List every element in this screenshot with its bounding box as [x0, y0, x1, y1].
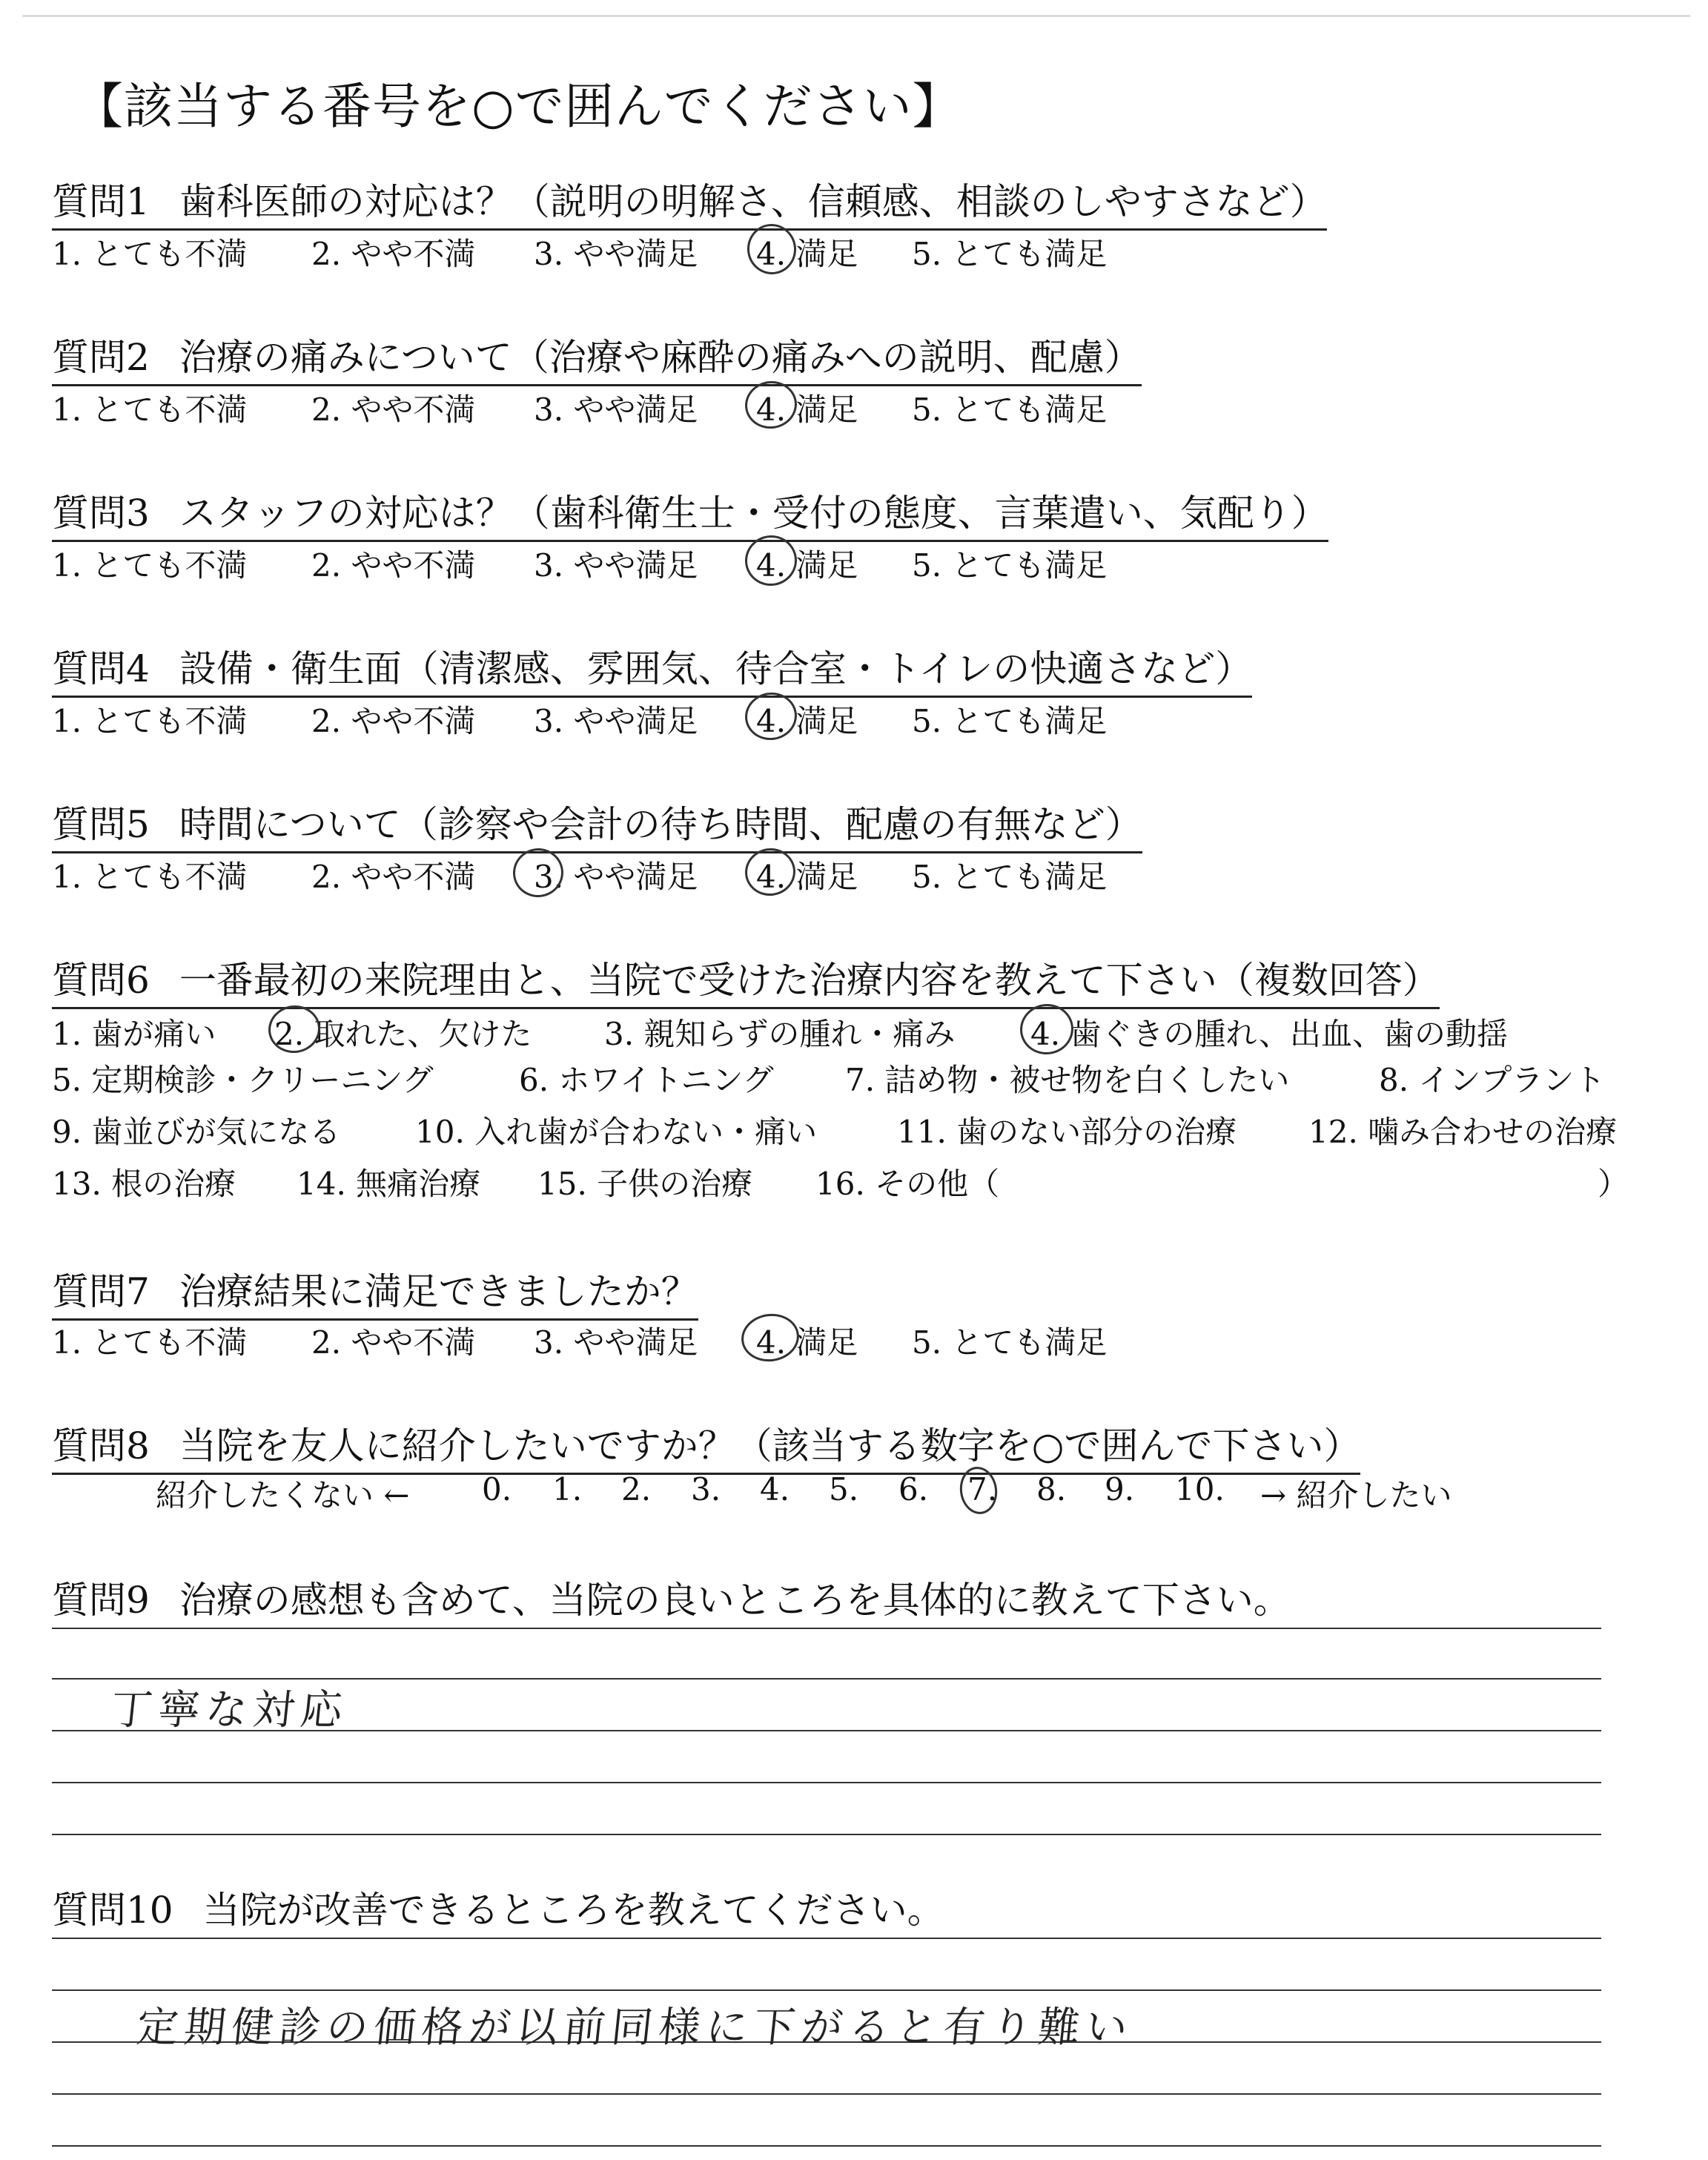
q8-number-3[interactable]: 3. [691, 1471, 721, 1507]
question-4-text: 設備・衛生面（清潔感、雰囲気、待合室・トイレの快適さなど） [179, 647, 1253, 690]
question-3-options [0, 541, 1708, 586]
q6-option-2[interactable]: 2. 取れた、欠けた [274, 1016, 532, 1052]
question-9-heading [52, 1571, 1291, 1627]
question-10-text: 当院が改善できるところを教えてください。 [202, 1889, 944, 1932]
q6-option-10[interactable]: 10. 入れ歯が合わない・痛い [415, 1114, 818, 1150]
form-title: 【該当する番号を○で囲んでください】 [74, 78, 962, 135]
q1-option-5[interactable]: 5. とても満足 [912, 236, 1108, 272]
question-2-options [0, 386, 1708, 430]
question-7-heading [52, 1262, 698, 1321]
question-2-text: 治療の痛みについて（治療や麻酔の痛みへの説明、配慮） [179, 336, 1142, 379]
question-5-text: 時間について（診察や会計の待ち時間、配慮の有無など） [179, 803, 1142, 846]
q4-option-2[interactable]: 2. やや不満 [311, 703, 476, 739]
q5-option-4[interactable]: 4. 満足 [756, 859, 858, 895]
q3-option-2[interactable]: 2. やや不満 [311, 547, 476, 584]
question-2-number: 質問2 [52, 336, 150, 379]
question-6-heading [52, 951, 1440, 1009]
q3-option-3[interactable]: 3. やや満足 [534, 547, 698, 584]
q8-left-label: 紹介したくない ← [156, 1477, 410, 1513]
q6-option-8[interactable]: 8. インプラント [1379, 1062, 1606, 1098]
q8-number-5[interactable]: 5. [829, 1471, 859, 1507]
q1-option-1[interactable]: 1. とても不満 [52, 236, 248, 272]
q1-option-3[interactable]: 3. やや満足 [534, 236, 698, 272]
q6-option-7[interactable]: 7. 詰め物・被せ物を白くしたい [845, 1062, 1290, 1098]
q8-number-4[interactable]: 4. [760, 1471, 790, 1507]
q9-answer-line-4 [52, 1782, 1601, 1783]
q7-option-1[interactable]: 1. とても不満 [52, 1324, 248, 1361]
q6-option-4[interactable]: 4. 歯ぐきの腫れ、出血、歯の動揺 [1030, 1016, 1508, 1052]
question-8-scale [0, 1471, 1708, 1516]
question-6-options-row-2 [0, 1056, 1708, 1100]
q3-option-4[interactable]: 4. 満足 [756, 547, 858, 584]
q5-option-1[interactable]: 1. とても不満 [52, 859, 248, 895]
q6-option-14[interactable]: 14. 無痛治療 [297, 1166, 481, 1202]
question-10-number: 質問10 [52, 1889, 173, 1932]
q6-option-3[interactable]: 3. 親知らずの腫れ・痛み [604, 1016, 956, 1052]
question-6-number: 質問6 [52, 959, 150, 1002]
q8-number-1[interactable]: 1. [552, 1471, 583, 1507]
question-7-text: 治療結果に満足できましたか？ [179, 1270, 698, 1313]
question-5-number: 質問5 [52, 803, 150, 846]
question-6-text: 一番最初の来院理由と、当院で受けた治療内容を教えて下さい（複数回答） [179, 959, 1440, 1002]
question-7-options [0, 1318, 1708, 1363]
question-2-heading [52, 328, 1142, 386]
q6-option-6[interactable]: 6. ホワイトニング [519, 1062, 774, 1098]
q6-option-11[interactable]: 11. 歯のない部分の治療 [897, 1114, 1237, 1150]
q7-option-3[interactable]: 3. やや満足 [534, 1324, 698, 1361]
question-5-options [0, 853, 1708, 897]
q6-option-13[interactable]: 13. 根の治療 [52, 1166, 236, 1202]
q4-option-4[interactable]: 4. 満足 [756, 703, 858, 739]
q3-option-1[interactable]: 1. とても不満 [52, 547, 248, 584]
q4-option-1[interactable]: 1. とても不満 [52, 703, 248, 739]
question-6-options-row-4 [0, 1160, 1708, 1204]
q8-number-10[interactable]: 10. [1175, 1471, 1225, 1507]
q6-option-16[interactable]: 16. その他（ [815, 1166, 1000, 1202]
question-6-options-row-1 [0, 1010, 1708, 1054]
question-3-text: スタッフの対応は？（歯科衛生士・受付の態度、言葉遣い、気配り） [179, 492, 1328, 535]
question-8-number: 質問8 [52, 1424, 150, 1467]
q10-answer-line-2 [52, 1989, 1601, 1991]
q6-option-12[interactable]: 12. 噛み合わせの治療 [1308, 1114, 1618, 1150]
q6-option-9[interactable]: 9. 歯並びが気になる [52, 1114, 341, 1150]
q9-answer-line-1 [52, 1628, 1601, 1629]
q2-option-1[interactable]: 1. とても不満 [52, 392, 248, 428]
q6-option-1[interactable]: 1. 歯が痛い [52, 1016, 216, 1052]
q2-option-3[interactable]: 3. やや満足 [534, 392, 698, 428]
q1-option-4[interactable]: 4. 満足 [756, 236, 858, 272]
q6-option-15[interactable]: 15. 子供の治療 [537, 1166, 753, 1202]
q7-option-2[interactable]: 2. やや不満 [311, 1324, 476, 1361]
question-4-heading [52, 639, 1252, 698]
q3-option-5[interactable]: 5. とても満足 [912, 547, 1108, 584]
question-9-text: 治療の感想も含めて、当院の良いところを具体的に教えて下さい。 [179, 1579, 1291, 1622]
q2-option-5[interactable]: 5. とても満足 [912, 392, 1108, 428]
question-4-options [0, 697, 1708, 742]
q2-option-4[interactable]: 4. 満足 [756, 392, 858, 428]
question-5-heading [52, 795, 1142, 853]
question-8-heading [52, 1416, 1360, 1475]
top-rule [22, 15, 1690, 17]
q2-option-2[interactable]: 2. やや不満 [311, 392, 476, 428]
q9-answer-line-5 [52, 1834, 1601, 1835]
question-1-text: 歯科医師の対応は？（説明の明解さ、信頼感、相談のしやすさなど） [179, 180, 1327, 223]
q8-number-6[interactable]: 6. [898, 1471, 929, 1507]
q1-option-2[interactable]: 2. やや不満 [311, 236, 476, 272]
q8-number-9[interactable]: 9. [1105, 1471, 1135, 1507]
q8-number-7[interactable]: 7. [967, 1471, 998, 1507]
q8-number-2[interactable]: 2. [621, 1471, 652, 1507]
question-8-text: 当院を友人に紹介したいですか？（該当する数字を○で囲んで下さい） [179, 1424, 1361, 1467]
q10-answer-line-1 [52, 1938, 1601, 1939]
question-1-options [0, 230, 1708, 274]
q4-option-3[interactable]: 3. やや満足 [534, 703, 698, 739]
q5-option-3[interactable]: 3. やや満足 [534, 859, 698, 895]
q8-number-0[interactable]: 0. [482, 1471, 512, 1507]
q7-option-5[interactable]: 5. とても満足 [912, 1324, 1108, 1361]
question-3-heading [52, 483, 1328, 542]
q8-number-8[interactable]: 8. [1036, 1471, 1067, 1507]
q8-right-label: → 紹介したい [1260, 1477, 1452, 1513]
question-1-number: 質問1 [52, 180, 150, 223]
q5-option-2[interactable]: 2. やや不満 [311, 859, 476, 895]
q10-answer-line-4 [52, 2093, 1601, 2095]
q5-option-5[interactable]: 5. とても満足 [912, 859, 1108, 895]
q6-option-5[interactable]: 5. 定期検診・クリーニング [52, 1062, 434, 1098]
q9-handwritten-answer[interactable]: 丁寧な対応 [108, 1686, 351, 1734]
q4-option-5[interactable]: 5. とても満足 [912, 703, 1108, 739]
question-4-number: 質問4 [52, 647, 150, 690]
question-9-number: 質問9 [52, 1579, 150, 1622]
question-7-number: 質問7 [52, 1270, 150, 1313]
q6-other-close-paren: ） [1598, 1166, 1629, 1202]
question-6-options-row-3 [0, 1108, 1708, 1152]
q10-answer-line-5 [52, 2145, 1601, 2147]
q10-handwritten-answer[interactable]: 定期健診の価格が以前同様に下がると有り難い [134, 2004, 1136, 2052]
q7-option-4[interactable]: 4. 満足 [756, 1324, 858, 1361]
question-10-heading [52, 1880, 944, 1937]
question-1-heading [52, 172, 1327, 231]
question-3-number: 質問3 [52, 492, 150, 535]
